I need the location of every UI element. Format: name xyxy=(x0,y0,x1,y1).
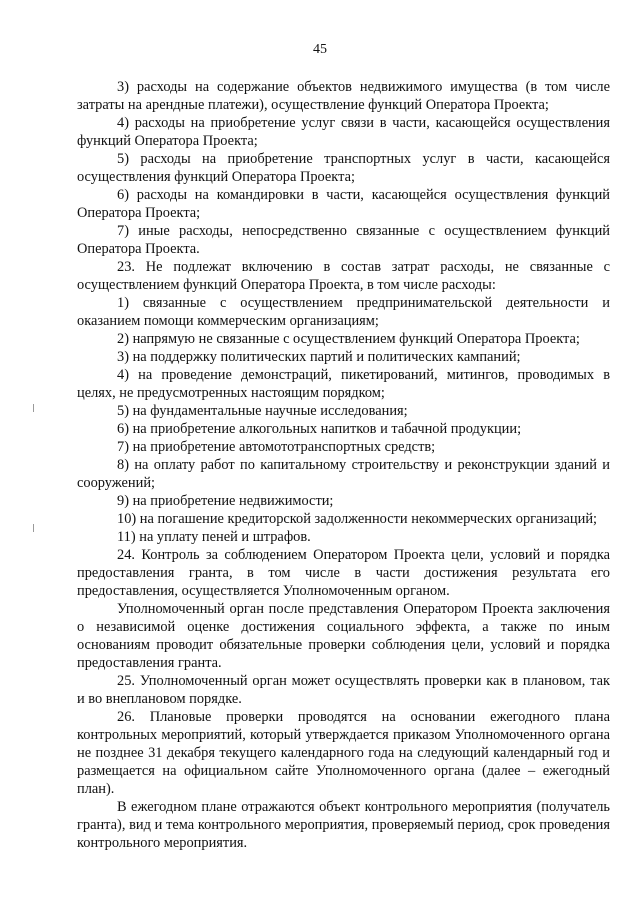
paragraph: 5) на фундаментальные научные исследования; xyxy=(117,403,408,419)
margin-mark xyxy=(33,524,34,532)
paragraph: 6) на приобретение алкогольных напитков и табачной продукции; xyxy=(117,421,522,437)
paragraph: 7) на приобретение автомототранспортных средств; xyxy=(117,439,436,455)
paragraph: 4) на проведение демонстраций, пикетирований, митингов, проводимых в целях, не предусмотренных настоящим порядком; xyxy=(77,367,610,401)
paragraph: 23. Не подлежат включению в состав затрат расходы, не связанные с осуществлением функций Оператора Проекта, в том числе расходы: xyxy=(77,259,610,293)
paragraph: 1) связанные с осуществлением предпринимательской деятельности и оказанием помощи коммерческим организациям; xyxy=(77,295,610,329)
paragraph: 4) расходы на приобретение услуг связи в части, касающейся осуществления функций Оператора Проекта; xyxy=(77,115,610,149)
paragraph: 9) на приобретение недвижимости; xyxy=(117,493,334,509)
paragraph: В ежегодном плане отражаются объект контрольного мероприятия (получатель гранта), вид и тема контрольного мероприятия, проверяемый период, срок проведения контрольного мероприятия. xyxy=(77,799,610,851)
paragraph: 7) иные расходы, непосредственно связанные с осуществлением функций Оператора Проекта. xyxy=(77,223,610,257)
paragraph: 24. Контроль за соблюдением Оператором Проекта цели, условий и порядка предоставления гранта, в том числе в части достижения результата его предоставления, осуществляется Уполномоченным органом. xyxy=(77,547,610,599)
margin-mark xyxy=(33,404,34,412)
paragraph: Уполномоченный орган после представления Оператором Проекта заключения о независимой оценке достижения социального эффекта, а также по иным основаниям проводит обязательные проверки соблюдения цели, условий и порядка предоставления гранта. xyxy=(77,601,610,671)
paragraph: 10) на погашение кредиторской задолженности некоммерческих организаций; xyxy=(117,511,598,527)
paragraph: 3) на поддержку политических партий и политических кампаний; xyxy=(117,349,521,365)
paragraph: 8) на оплату работ по капитальному строительству и реконструкции зданий и сооружений; xyxy=(77,457,610,491)
paragraph: 25. Уполномоченный орган может осуществлять проверки как в плановом, так и во внеплановом порядке. xyxy=(77,673,610,707)
paragraph: 3) расходы на содержание объектов недвижимого имущества (в том числе затраты на арендные платежи), осуществление функций Оператора Проекта; xyxy=(77,79,610,113)
paragraph: 2) напрямую не связанные с осуществлением функций Оператора Проекта; xyxy=(117,331,580,347)
paragraph: 11) на уплату пеней и штрафов. xyxy=(117,529,311,545)
paragraph: 6) расходы на командировки в части, касающейся осуществления функций Оператора Проекта; xyxy=(77,187,610,221)
document-body xyxy=(77,78,610,852)
paragraph: 26. Плановые проверки проводятся на основании ежегодного плана контрольных мероприятий, который утверждается приказом Уполномоченного органа не позднее 31 декабря текущего календарного года на следующий календарный год и размещается на официальном сайте Уполномоченного органа (далее – ежегодный план). xyxy=(77,709,610,797)
paragraph: 5) расходы на приобретение транспортных услуг в части, касающейся осуществления функций Оператора Проекта; xyxy=(77,151,610,185)
page-number: 45 xyxy=(313,42,327,57)
